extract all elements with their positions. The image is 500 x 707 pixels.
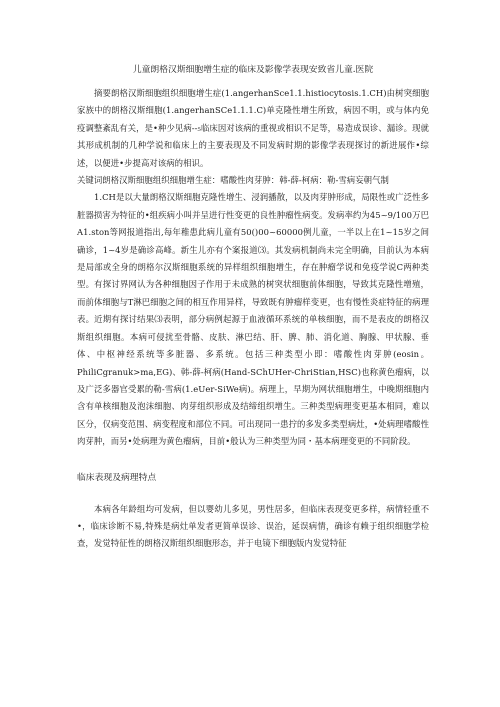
body-paragraph-2: 本病各年龄组均可发病，但以婴幼儿多见，男性居多，但临床表现变更多样，病情轻重不•，临床诊断不易,特殊是病灶单发者更简单误诊、误治，延误病情，确诊有赖于组织细胞学检查，发觉特征性的朗格汉斯组织细胞形态，并于电镜下细胞版内发觉特征 (77, 503, 429, 549)
document-title: 儿童朗格汉斯细胞增生症的临床及影像学表现安致省儿童.医院 (132, 65, 374, 75)
body-paragraph-1: 1.CH是以大量朗格汉斯细胞克隆性增生、浸润播散，以及肉芽肿形成，局限性或广泛性多脏器损害为特征的•组疾病小叫并呈进行性变更的良性肿瘤性病变。发病率约为45~9/100万巴A1.ston等网报道指出,每年稚患此病儿童有50()00~60000例儿童，一半以上在1~15岁之间确诊，1~4岁是确诊高峰。新生儿亦有个案报道⑶。其发病机制尚未完全明确，目前认为本病是局部或全身的朗格尔汉斯细胞系统的异样组织细胞增生，存在肿瘤学说和免疫学说C两种类型。有探讨界网认为各种细胞因子作用于未成熟的树突状细胞前体细胞，导致其克隆性增殖，而前体细胞与T淋巴细胞之间的相互作用异样，导致既有肿瘤样变更，也有慢性炎症特征的病理表。近期有探讨结果⑶表明，部分病例起源于血液循环系统的单核细胞，而不是表皮的朗格汉斯组织细胞。本病可侵扰至骨骼、皮肤、淋巴结、肝、脾、肺、消化道、胸腺、甲状腺、垂体、中枢神经系统等多脏器、多系统。包括三种类型小即：嗜酸性肉芽肿(eosin。PhiliCgranuk>ma,EG)、韩-薛-柯病(Hand-SChUHer-ChriStian,HSC)也称黄色瘤病，以及广泛多器官受累的勒-雪病(1.eUer-SiWe病)。病理上，早期为网状细胞增生，中晚期细胞内含有单核细胞及泡沫细胞、肉芽组织形成及结缔组织增生。三种类型病理变更基本相同，难以区分，仅病变范围、病变程度和部位不同。可出现同一患拧的多发多类型病灶，•处病理嗜酸性肉芽肿，而另•处病理为黄色瘤病，目前•般认为三种类型为同・基本病理变更的不同阶段。 (77, 192, 429, 447)
section-heading: 临床表现及病理特点 (77, 472, 157, 483)
keywords-line: 关键词朗格汉斯细胞组织细胞增生症：嗜酸性肉芽肿：韩-薛-柯病：勒-雪病妄朝气制 (77, 175, 389, 186)
document-page (77, 64, 429, 553)
abstract-paragraph: 摘要朗格汉斯细胞组织细胞增生症(1.angerhanSce1.1.histiocytosis.1.CH)由树突细胞家族中的朗格汉斯细胞(1.angerhanSCe1.1.1.C)单克隆性增生所致，病因不明，或与体内免疫调整紊乱有关，是•种少见病--₅临床因对该病的重视或相识不足等，易造成误诊、漏诊。现就其形成机制的几种学说和临床上的主要表现及不同发病时期的影像学表现探讨的新进展作•综述，以便进•步提高对该病的相识。 (77, 88, 429, 168)
